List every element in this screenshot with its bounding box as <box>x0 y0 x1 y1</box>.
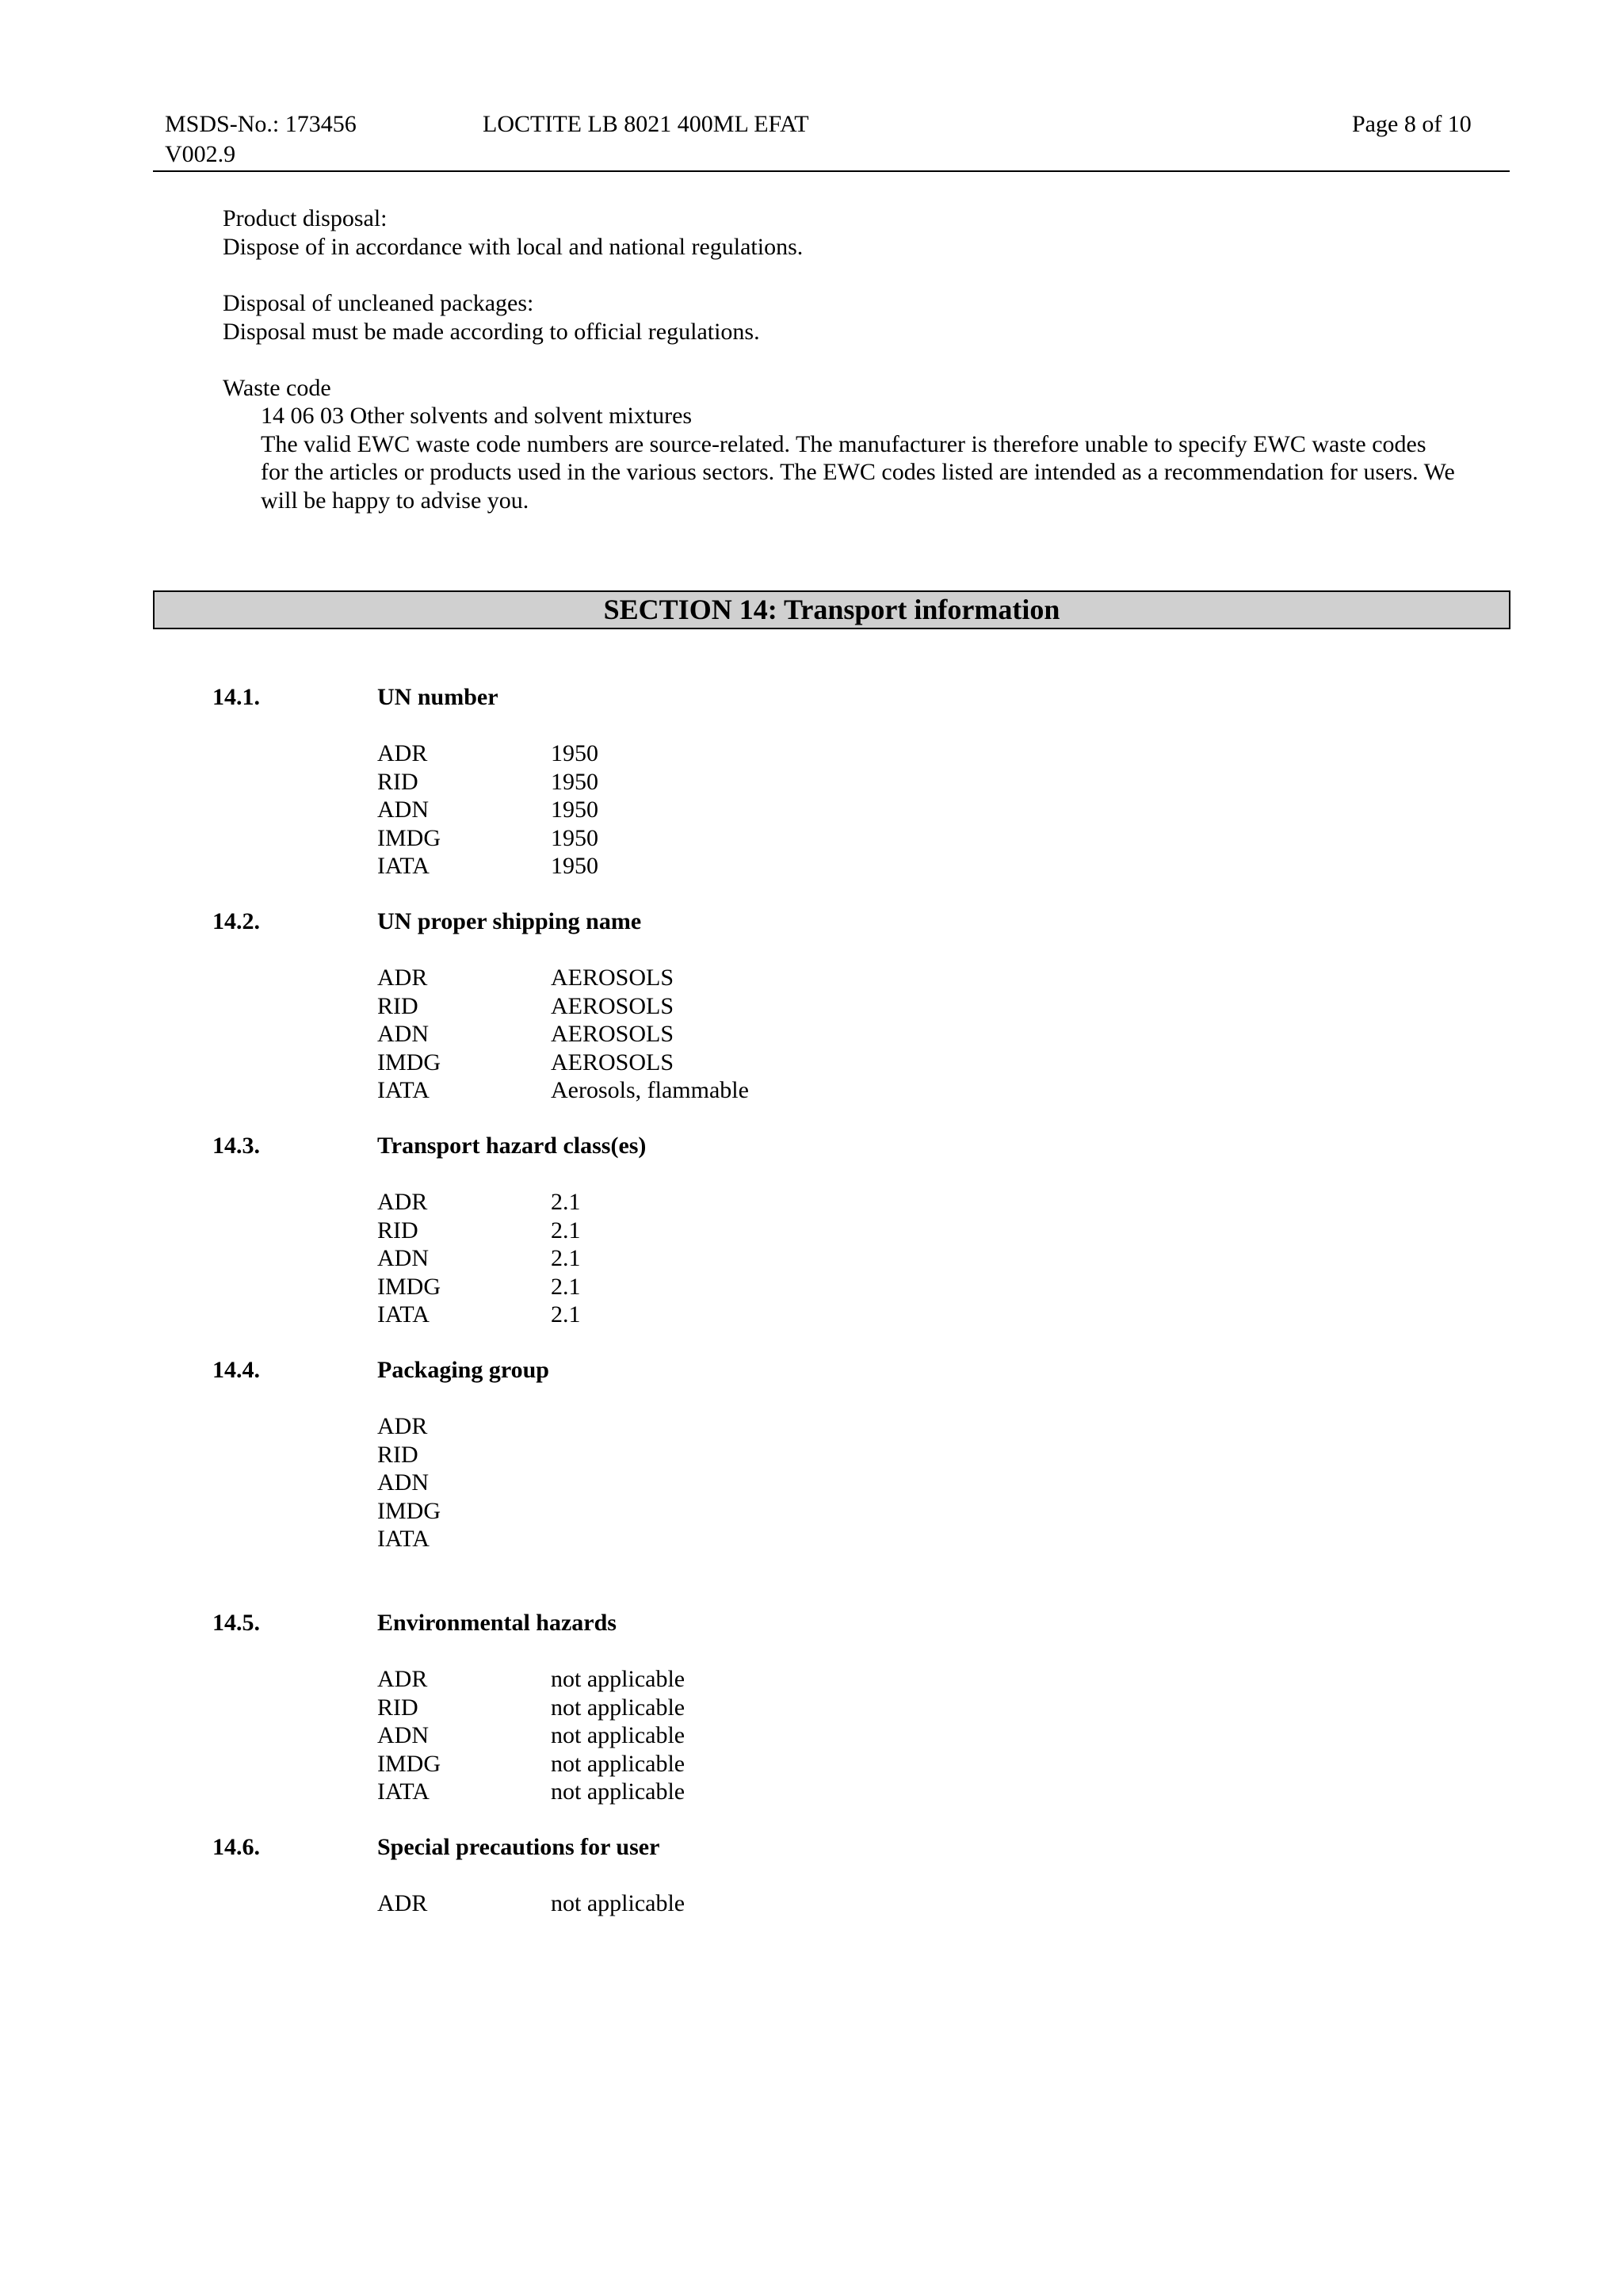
subsection-number: 14.3. <box>212 1133 260 1159</box>
package-disposal-label: Disposal of uncleaned packages: <box>223 290 534 316</box>
transport-value: 1950 <box>551 797 598 823</box>
transport-value: 1950 <box>551 768 598 795</box>
waste-code-block <box>261 402 1529 514</box>
waste-note-line: The valid EWC waste code numbers are source-related. The manufacturer is therefore unable to specify EWC waste codes <box>261 430 1426 457</box>
transport-mode: ADN <box>377 1469 429 1496</box>
transport-value: not applicable <box>551 1778 685 1805</box>
transport-mode: IMDG <box>377 1273 441 1300</box>
transport-mode: IMDG <box>377 824 441 851</box>
subsection-title: UN number <box>377 684 498 710</box>
transport-value: AEROSOLS <box>551 1049 674 1075</box>
transport-value: 2.1 <box>551 1273 581 1300</box>
transport-mode: RID <box>377 992 418 1019</box>
page-number: Page 8 of 10 <box>1352 111 1472 137</box>
transport-value: Aerosols, flammable <box>551 1077 749 1103</box>
transport-mode: IATA <box>377 1778 430 1805</box>
transport-mode: ADN <box>377 1021 429 1047</box>
transport-mode: IMDG <box>377 1750 441 1777</box>
version: V002.9 <box>165 141 236 167</box>
subsection-title: Packaging group <box>377 1357 549 1383</box>
transport-value: 1950 <box>551 740 598 766</box>
transport-value: 1950 <box>551 824 598 851</box>
transport-mode: ADR <box>377 1189 428 1215</box>
transport-value: not applicable <box>551 1694 685 1721</box>
transport-mode: ADN <box>377 1245 429 1271</box>
subsection-number: 14.1. <box>212 684 260 710</box>
subsection-number: 14.2. <box>212 908 260 934</box>
product-name: LOCTITE LB 8021 400ML EFAT <box>483 111 809 137</box>
transport-value: 2.1 <box>551 1189 581 1215</box>
waste-note-line: for the articles or products used in the various sectors. The EWC codes listed are intended as a recommendation for users. We <box>261 459 1455 485</box>
package-disposal <box>223 289 1522 346</box>
transport-value: not applicable <box>551 1750 685 1777</box>
transport-mode: IMDG <box>377 1049 441 1075</box>
waste-note-line: will be happy to advise you. <box>261 487 529 514</box>
transport-mode: IMDG <box>377 1497 441 1524</box>
transport-value: AEROSOLS <box>551 992 674 1019</box>
msds-number: MSDS-No.: 173456 <box>165 111 357 137</box>
transport-mode: ADR <box>377 1890 428 1916</box>
transport-value: 2.1 <box>551 1217 581 1244</box>
product-disposal-text: Dispose of in accordance with local and national regulations. <box>223 233 804 260</box>
transport-mode: RID <box>377 768 418 795</box>
transport-mode: ADR <box>377 1413 428 1439</box>
transport-value: not applicable <box>551 1722 685 1748</box>
transport-mode: ADN <box>377 797 429 823</box>
section-title: SECTION 14: Transport information <box>153 590 1510 629</box>
transport-value: not applicable <box>551 1890 685 1916</box>
subsection-number: 14.6. <box>212 1834 260 1860</box>
waste-code-label: Waste code <box>223 375 331 401</box>
transport-mode: RID <box>377 1441 418 1468</box>
transport-mode: ADR <box>377 740 428 766</box>
transport-mode: IATA <box>377 1077 430 1103</box>
transport-value: AEROSOLS <box>551 965 674 991</box>
subsection-title: Environmental hazards <box>377 1610 617 1636</box>
transport-value: not applicable <box>551 1666 685 1692</box>
subsection-title: Special precautions for user <box>377 1834 660 1860</box>
product-disposal <box>223 204 1522 261</box>
transport-value: 2.1 <box>551 1245 581 1271</box>
subsection-title: UN proper shipping name <box>377 908 642 934</box>
transport-value: AEROSOLS <box>551 1021 674 1047</box>
transport-mode: ADN <box>377 1722 429 1748</box>
product-disposal-label: Product disposal: <box>223 205 388 231</box>
transport-mode: RID <box>377 1217 418 1244</box>
transport-mode: IATA <box>377 853 430 879</box>
package-disposal-text: Disposal must be made according to official regulations. <box>223 318 760 345</box>
transport-mode: IATA <box>377 1526 430 1552</box>
transport-mode: IATA <box>377 1301 430 1328</box>
subsection-number: 14.5. <box>212 1610 260 1636</box>
transport-value: 2.1 <box>551 1301 581 1328</box>
subsection-number: 14.4. <box>212 1357 260 1383</box>
header-divider <box>153 170 1510 172</box>
transport-value: 1950 <box>551 853 598 879</box>
transport-mode: ADR <box>377 965 428 991</box>
transport-mode: RID <box>377 1694 418 1721</box>
transport-mode: ADR <box>377 1666 428 1692</box>
subsection-title: Transport hazard class(es) <box>377 1133 647 1159</box>
waste-code: 14 06 03 Other solvents and solvent mixtures <box>261 403 693 429</box>
